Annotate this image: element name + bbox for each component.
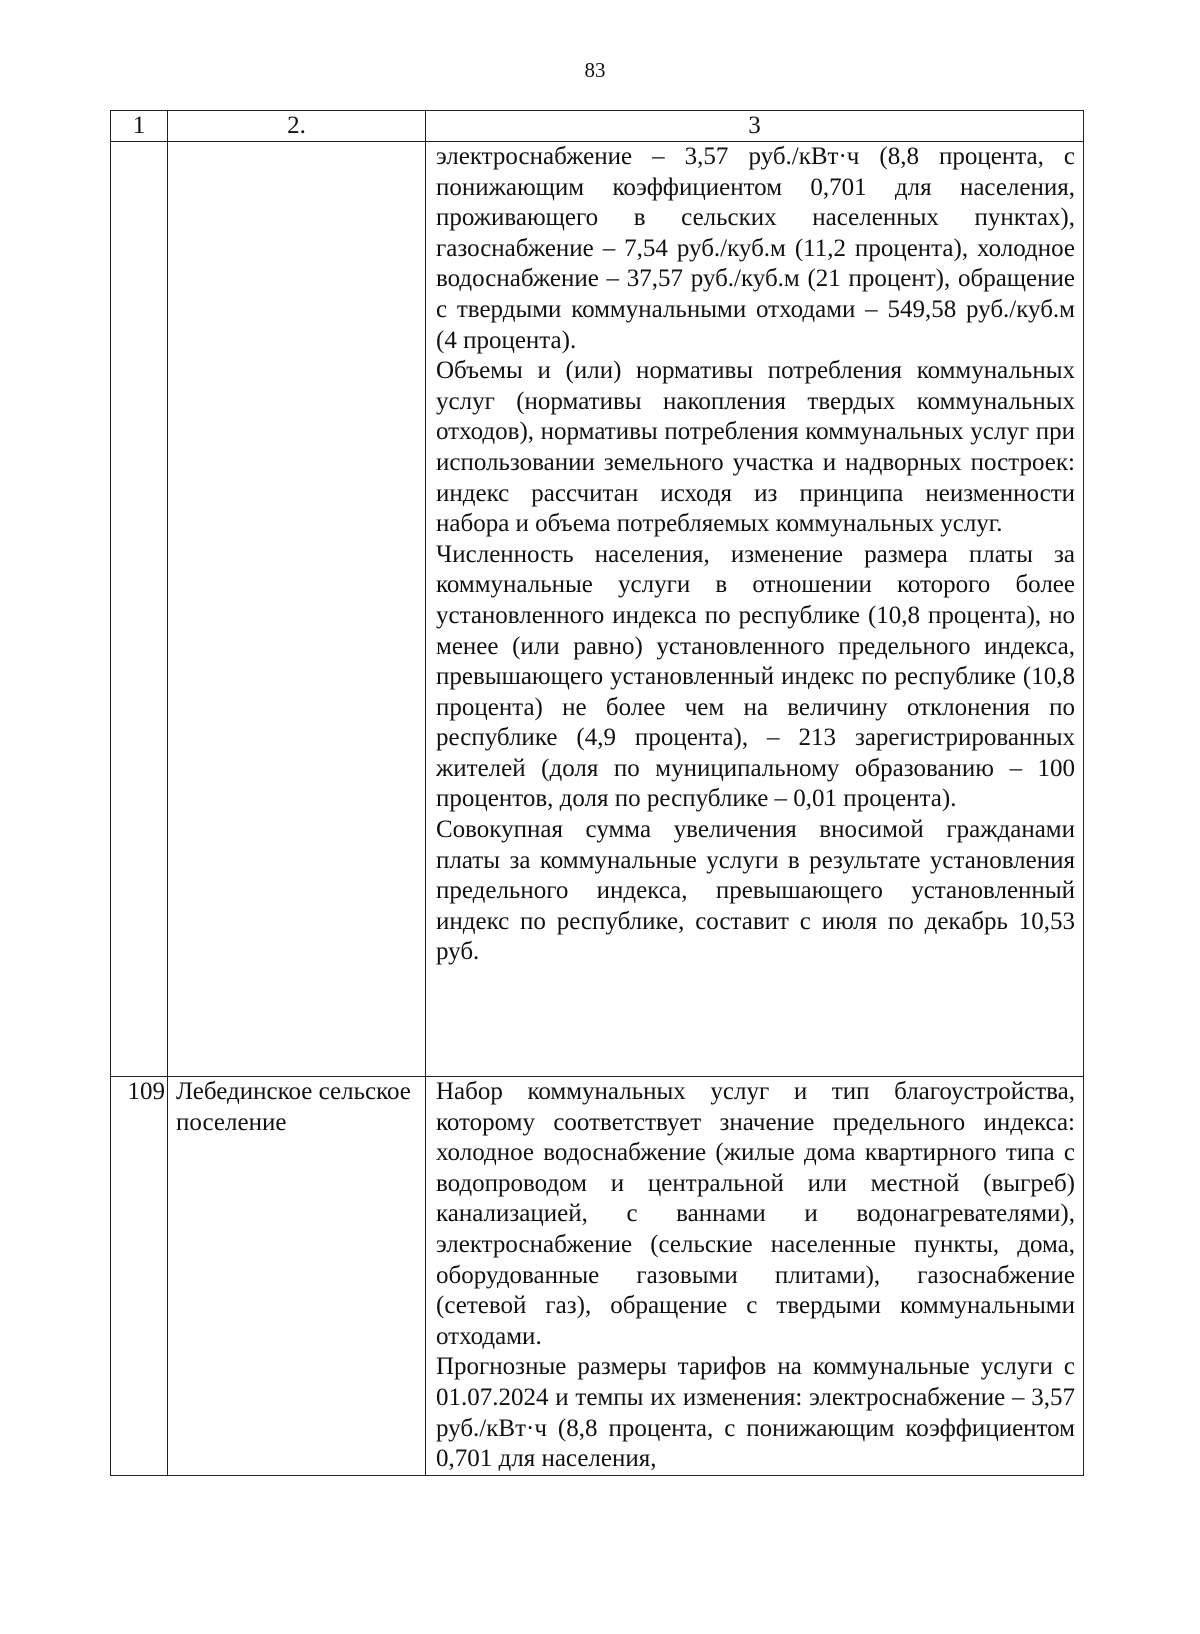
table-header-row bbox=[111, 111, 1084, 142]
table-row bbox=[111, 1077, 1084, 1476]
description-paragraph: Прогнозные размеры тарифов на коммунальные услуги с 01.07.2024 и темпы их изменения: электроснабжение – 3,57 руб./кВт·ч (8,8 процента, с понижающим коэффициентом 0,701 для населения, bbox=[436, 1353, 1075, 1473]
row-description bbox=[426, 142, 1084, 1077]
header-col-1: 1 bbox=[111, 111, 168, 142]
row-number: 109 bbox=[111, 1077, 168, 1476]
row-description bbox=[426, 1077, 1084, 1476]
page-number: 83 bbox=[584, 58, 606, 82]
row-number bbox=[111, 142, 168, 1077]
row-municipality bbox=[168, 142, 426, 1077]
description-paragraph: Совокупная сумма увеличения вносимой гражданами платы за коммунальные услуги в результате установления предельного индекса, превышающего установленный индекс по республике, составит с июля по декабрь 10,53 руб. bbox=[436, 816, 1075, 966]
description-paragraph: Объемы и (или) нормативы потребления коммунальных услуг (нормативы накопления твердых коммунальных отходов), нормативы потребления коммунальных услуг при использовании земельного участка и надворных построек: индекс рассчитан исходя из принципа неизменности набора и объема потребляемых коммунальных услуг. bbox=[436, 357, 1075, 538]
description-paragraph: Численность населения, изменение размера платы за коммунальные услуги в отношении которого более установленного индекса по республике (10,8 процента), но менее (или равно) установленного предельного индекса, превышающего установленный индекс по республике (10,8 процента) не более чем на величину отклонения по республике (4,9 процента), – 213 зарегистрированных жителей (доля по муниципальному образованию – 100 процентов, доля по республике – 0,01 процента). bbox=[436, 540, 1075, 813]
row-municipality: Лебединское сельское поселение bbox=[168, 1077, 426, 1476]
description-paragraph: Набор коммунальных услуг и тип благоустройства, которому соответствует значение предельного индекса: холодное водоснабжение (жилые дома квартирного типа с водопроводом и центральной или местной (выгреб) канализацией, с ваннами и водонагревателями), электроснабжение (сельские населенные пункты, дома, оборудованные газовыми плитами), газоснабжение (сетевой газ), обращение с твердыми коммунальными отходами. bbox=[436, 1078, 1075, 1350]
tariff-table bbox=[110, 110, 1084, 1476]
header-col-2: 2. bbox=[168, 111, 426, 142]
description-paragraph: электроснабжение – 3,57 руб./кВт·ч (8,8 процента, с понижающим коэффициентом 0,701 для населения, проживающего в сельских населенных пунктах), газоснабжение – 7,54 руб./куб.м (11,2 процента), холодное водоснабжение – 37,57 руб./куб.м (21 процент), обращение с твердыми коммунальными отходами – 549,58 руб./куб.м (4 процента). bbox=[436, 143, 1075, 354]
header-col-3: 3 bbox=[426, 111, 1084, 142]
table-row bbox=[111, 142, 1084, 1077]
